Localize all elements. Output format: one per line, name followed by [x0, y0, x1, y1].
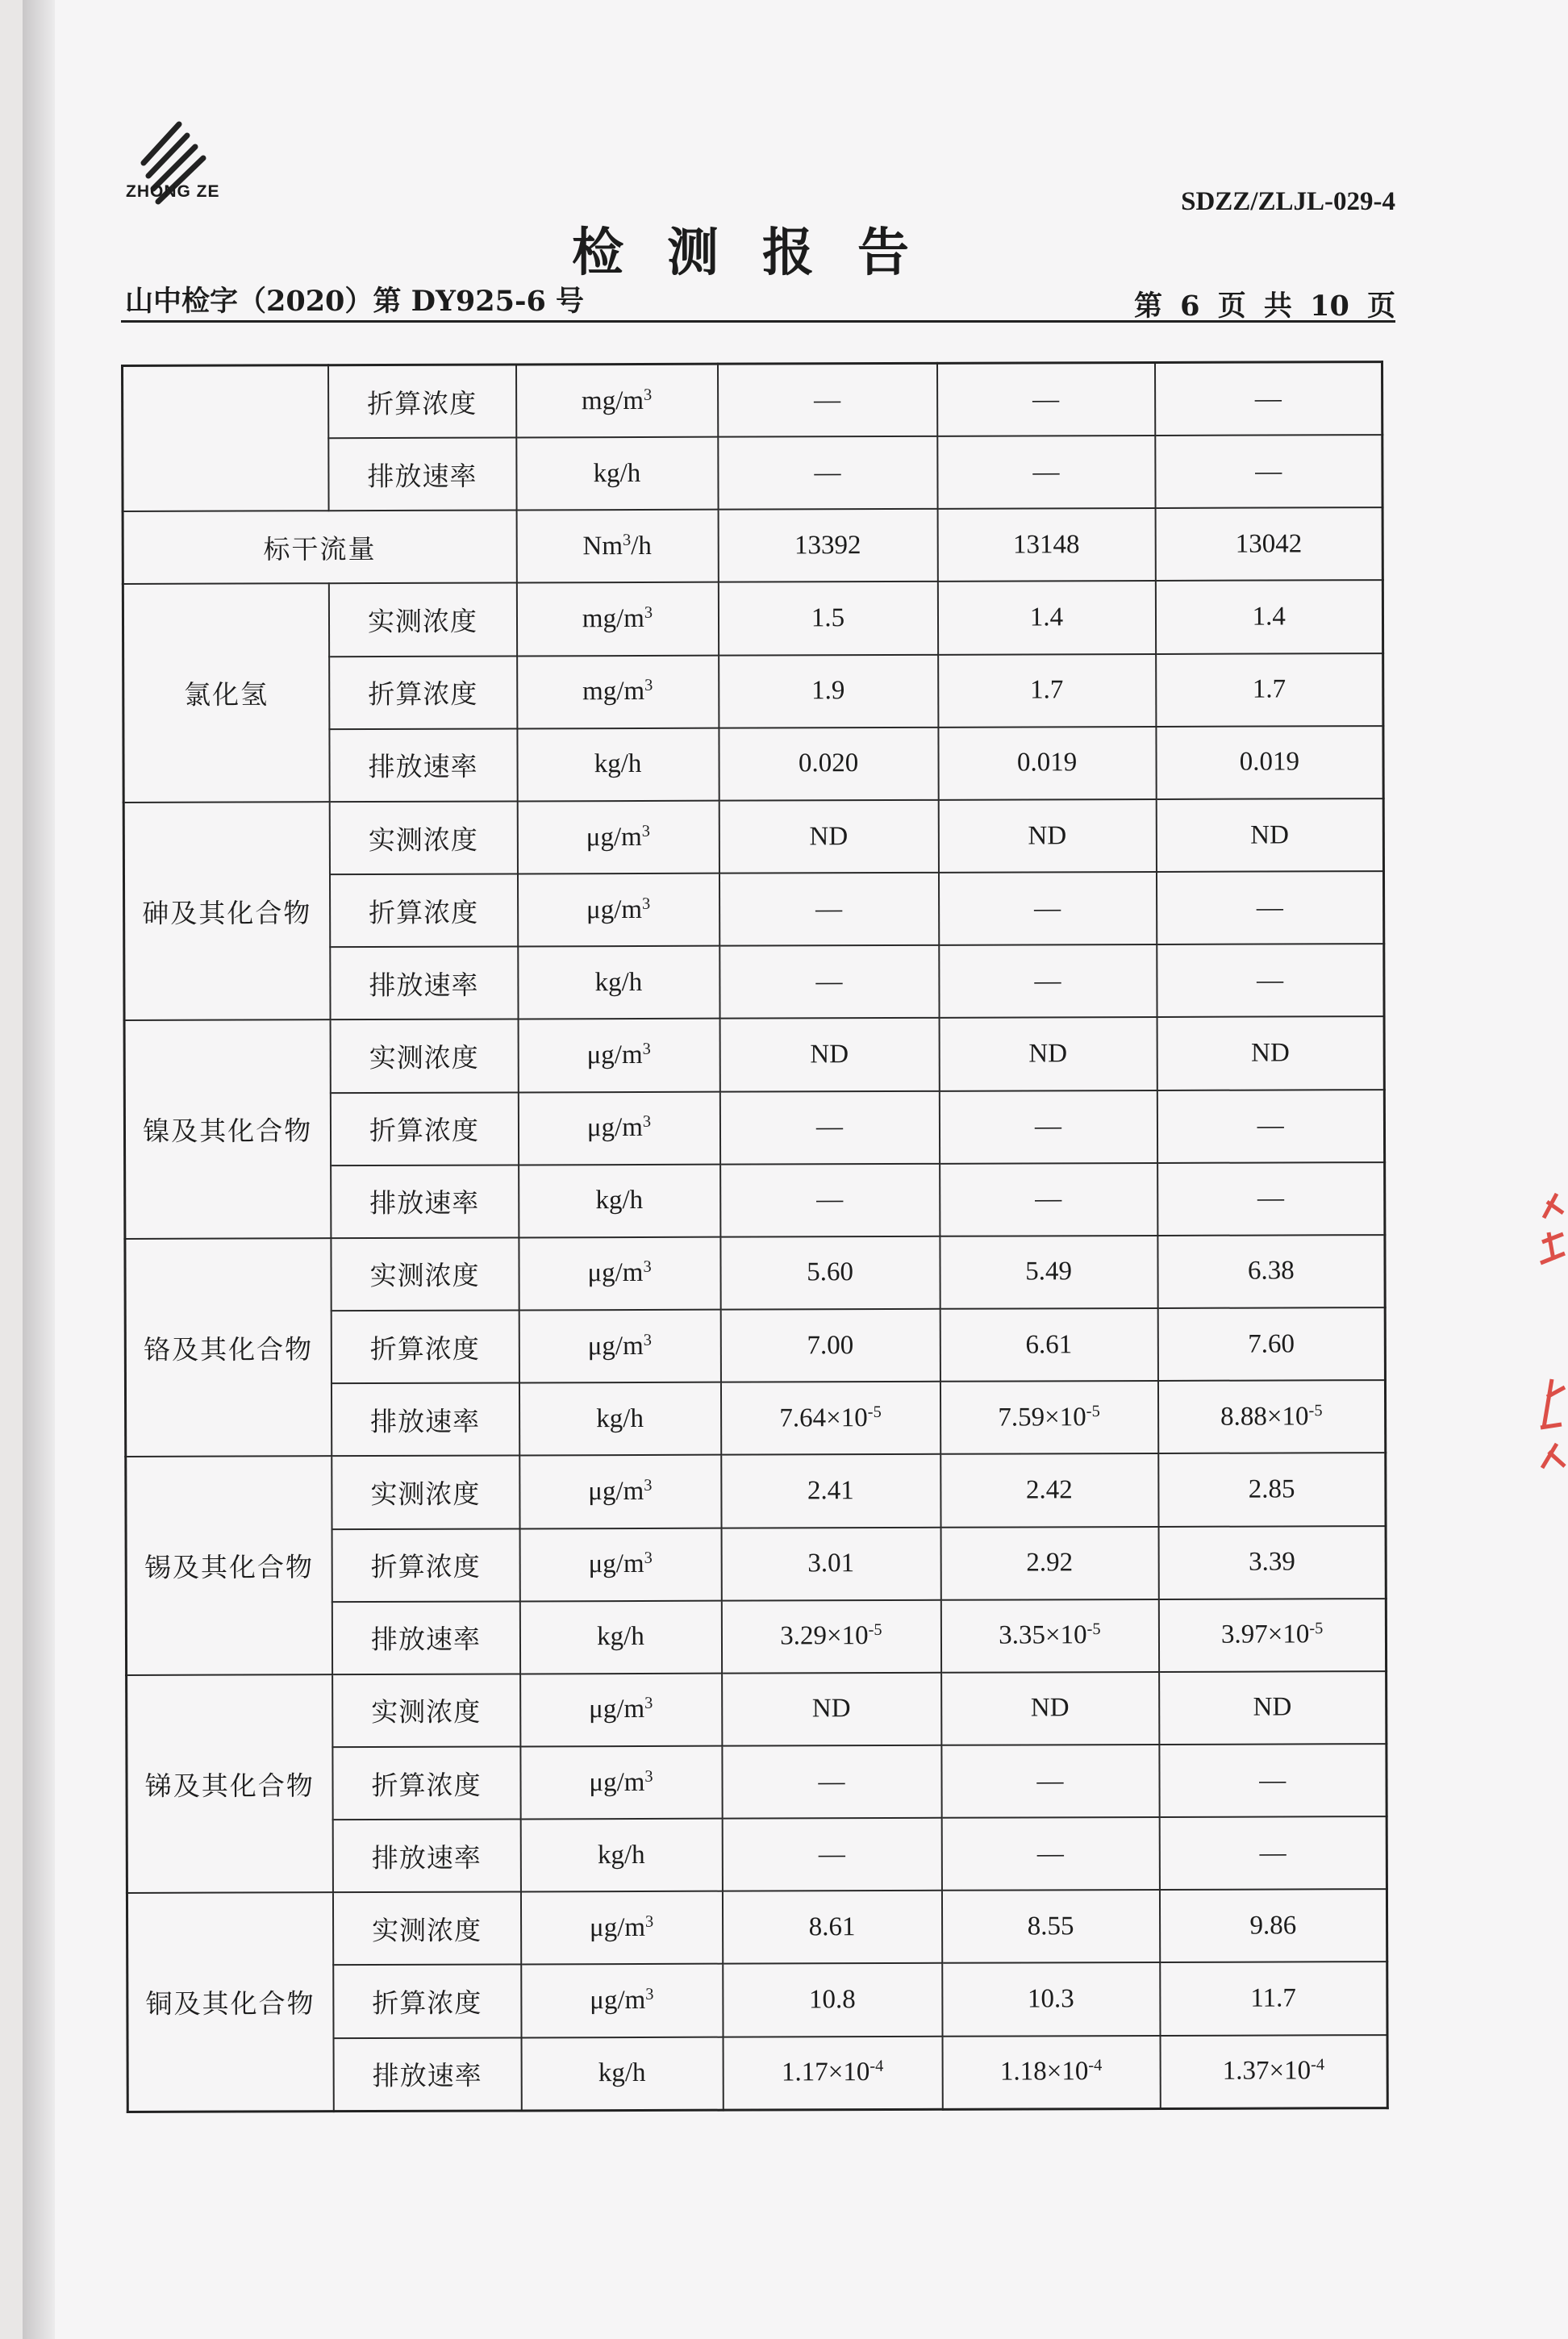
- value-text: —: [818, 1839, 845, 1869]
- table-row: [123, 507, 1382, 584]
- value-cell: [1157, 1090, 1384, 1163]
- value-text: —: [1034, 966, 1061, 996]
- table-row: [125, 1235, 1385, 1311]
- value-text: —: [1257, 1183, 1285, 1213]
- unit-text: Nm: [582, 531, 623, 561]
- value-cell: [1159, 1889, 1387, 1962]
- value-text: 11.7: [1250, 1983, 1296, 2013]
- unit-cell: [517, 655, 719, 728]
- exponent: -5: [1086, 1620, 1101, 1639]
- unit-text: μg/m: [589, 1912, 646, 1943]
- metric-cell: [332, 1892, 520, 1966]
- metric-text: 排放速率: [372, 2059, 482, 2092]
- metric-cell: [333, 1965, 521, 2038]
- value-cell: [1159, 1816, 1387, 1890]
- unit-cell: [519, 1528, 721, 1601]
- value-cell: [941, 1745, 1159, 1818]
- unit-text: kg/h: [597, 1622, 644, 1652]
- value-text: —: [814, 457, 841, 488]
- value-text: 10.8: [808, 1985, 856, 2015]
- value-cell: [1156, 871, 1383, 944]
- value-text: 1.5: [811, 603, 845, 633]
- row-group-label: [125, 1238, 332, 1457]
- value-text: 0.020: [798, 748, 859, 778]
- value-cell: [1157, 1307, 1385, 1381]
- value-cell: [718, 582, 937, 655]
- value-cell: [940, 1308, 1157, 1382]
- value-text: —: [814, 385, 841, 415]
- unit-cell: [520, 1673, 722, 1746]
- unit-superscript: 3: [644, 1695, 653, 1713]
- value-cell: [720, 1382, 940, 1455]
- unit-text: μg/m: [588, 1549, 644, 1579]
- metric-text: 排放速率: [368, 750, 478, 783]
- metric-text: 折算浓度: [369, 1332, 480, 1365]
- metric-text: 折算浓度: [368, 678, 478, 711]
- value-cell: [1157, 1162, 1385, 1236]
- header-divider: [121, 320, 1395, 323]
- page-title: 检测报告: [572, 223, 953, 283]
- value-text: 10.3: [1027, 1984, 1074, 2014]
- value-text: ND: [1028, 1039, 1068, 1069]
- group-text: 标干流量: [263, 532, 377, 565]
- group-text: 砷及其化合物: [142, 896, 312, 929]
- value-text: 13148: [1012, 530, 1080, 560]
- metric-cell: [328, 583, 516, 657]
- value-cell: [1157, 1380, 1385, 1453]
- unit-cell: [517, 728, 719, 801]
- unit-cell: [516, 510, 718, 583]
- row-group-label: [123, 365, 329, 512]
- page-number: 第 6 页 共 10 页: [1134, 290, 1395, 323]
- metric-cell: [332, 1746, 520, 1820]
- metric-text: 实测浓度: [370, 1478, 481, 1510]
- value-cell: [939, 1017, 1157, 1090]
- value-text: 2.42: [1025, 1475, 1073, 1505]
- value-cell: [722, 1673, 941, 1746]
- value-text: —: [1032, 384, 1060, 415]
- exponent: -4: [1311, 2056, 1325, 2074]
- unit-superscript: 3: [642, 1112, 652, 1131]
- unit-text: mg/m: [581, 386, 644, 415]
- value-cell: [940, 1599, 1158, 1673]
- value-text: 3.29×10: [780, 1621, 869, 1651]
- metric-cell: [330, 1019, 518, 1093]
- value-cell: [719, 728, 938, 801]
- value-cell: [941, 1817, 1159, 1891]
- unit-superscript: 3: [642, 1040, 651, 1058]
- metric-cell: [328, 438, 516, 511]
- results-table: [121, 361, 1389, 2113]
- value-text: ND: [1250, 819, 1289, 850]
- metric-text: 排放速率: [370, 1623, 482, 1656]
- value-cell: [938, 872, 1156, 945]
- unit-text: μg/m: [588, 1476, 644, 1507]
- metric-cell: [332, 1820, 520, 1893]
- unit-text: kg/h: [594, 967, 643, 997]
- unit-text: μg/m: [586, 894, 643, 924]
- group-text: 镍及其化合物: [143, 1115, 313, 1148]
- metric-cell: [329, 801, 517, 874]
- metric-text: 折算浓度: [371, 1769, 482, 1801]
- value-text: 2.92: [1026, 1548, 1074, 1578]
- value-cell: [719, 873, 938, 946]
- unit-text: μg/m: [589, 1695, 645, 1724]
- value-cell: [941, 1672, 1159, 1745]
- value-text: 1.37×10: [1222, 2056, 1312, 2087]
- value-text: 3.01: [807, 1549, 855, 1578]
- value-cell: [941, 1890, 1159, 1963]
- unit-superscript: 3: [643, 1331, 652, 1349]
- value-cell: [1158, 1599, 1386, 1672]
- value-text: —: [816, 1185, 844, 1215]
- value-cell: [938, 799, 1156, 873]
- unit-superscript: 3: [641, 894, 651, 913]
- value-cell: [940, 1381, 1157, 1454]
- value-cell: [718, 363, 937, 437]
- value-text: 8.88×10: [1220, 1402, 1309, 1432]
- value-text: 1.7: [1252, 674, 1287, 704]
- unit-text: kg/h: [595, 1186, 644, 1215]
- unit-cell: [518, 1091, 719, 1165]
- metric-cell: [331, 1310, 519, 1383]
- value-cell: [722, 1818, 941, 1891]
- metric-text: 折算浓度: [369, 896, 479, 928]
- value-text: 13392: [794, 531, 861, 561]
- unit-text: kg/h: [593, 458, 641, 488]
- value-cell: [718, 436, 937, 510]
- unit-text: mg/m: [582, 677, 645, 707]
- metric-cell: [332, 1601, 519, 1674]
- value-cell: [939, 944, 1157, 1018]
- value-cell: [1157, 944, 1384, 1017]
- metric-text: 折算浓度: [370, 1550, 481, 1583]
- unit-text: μg/m: [590, 1985, 646, 2016]
- value-text: ND: [809, 821, 849, 851]
- unit-text: μg/m: [587, 1331, 644, 1361]
- metric-cell: [331, 1165, 519, 1238]
- value-text: 6.38: [1247, 1256, 1295, 1286]
- value-cell: [1155, 435, 1382, 508]
- unit-cell: [518, 946, 719, 1019]
- metric-text: 实测浓度: [372, 1914, 482, 1946]
- value-text: 5.49: [1025, 1257, 1072, 1286]
- value-text: —: [1034, 894, 1061, 924]
- value-text: —: [1034, 1111, 1062, 1141]
- value-cell: [1156, 653, 1383, 727]
- value-text: ND: [1251, 1038, 1290, 1068]
- value-text: —: [1255, 457, 1282, 486]
- value-text: 7.64×10: [779, 1403, 868, 1433]
- table-row: [126, 1453, 1386, 1529]
- value-text: —: [1257, 965, 1284, 995]
- unit-superscript: 3: [644, 1912, 654, 1931]
- value-cell: [1156, 798, 1383, 872]
- group-text: 铬及其化合物: [144, 1332, 314, 1365]
- unit-text: μg/m: [586, 1113, 643, 1143]
- unit-cell: [521, 2037, 723, 2111]
- metric-cell: [329, 656, 517, 729]
- value-text: 3.39: [1248, 1547, 1295, 1577]
- unit-cell: [517, 873, 719, 947]
- row-group-label: [127, 1674, 333, 1893]
- unit-text: mg/m: [582, 604, 644, 634]
- unit-superscript: 3: [622, 531, 632, 549]
- value-cell: [938, 727, 1156, 800]
- value-cell: [1158, 1453, 1386, 1526]
- value-cell: [1160, 2035, 1387, 2109]
- unit-text: μg/m: [586, 822, 642, 852]
- unit-cell: [518, 1019, 719, 1092]
- unit-superscript: 3: [643, 1258, 652, 1277]
- metric-cell: [329, 874, 517, 948]
- metric-text: 实测浓度: [371, 1695, 482, 1728]
- value-cell: [937, 508, 1155, 582]
- metric-text: 实测浓度: [369, 1260, 480, 1292]
- value-text: —: [1259, 1838, 1287, 1868]
- metric-text: 实测浓度: [368, 823, 478, 856]
- unit-cell: [520, 1891, 722, 1965]
- value-cell: [1157, 1016, 1384, 1090]
- value-cell: [940, 1163, 1157, 1236]
- metric-cell: [332, 1456, 519, 1529]
- metric-cell: [328, 365, 516, 438]
- metric-cell: [331, 1383, 519, 1457]
- metric-text: 排放速率: [369, 1186, 480, 1220]
- value-text: —: [1257, 1111, 1284, 1140]
- value-text: —: [1035, 1184, 1062, 1214]
- row-group-label: [124, 1020, 331, 1239]
- value-cell: [721, 1527, 940, 1600]
- value-text: 7.00: [807, 1330, 854, 1360]
- value-cell: [1154, 362, 1382, 436]
- group-text: 氯化氢: [183, 678, 269, 711]
- metric-text: 排放速率: [367, 460, 477, 492]
- value-text: 1.18×10: [999, 2057, 1089, 2087]
- value-cell: [940, 1236, 1157, 1309]
- table-row: [124, 1016, 1384, 1093]
- metric-cell: [332, 1528, 519, 1602]
- metric-text: 排放速率: [370, 1405, 481, 1437]
- value-cell: [722, 1891, 941, 1964]
- group-text: 铜及其化合物: [145, 1987, 315, 2020]
- unit-text: kg/h: [598, 2058, 646, 2088]
- value-text: —: [1256, 893, 1283, 923]
- value-text: —: [1032, 457, 1060, 487]
- unit-text: μg/m: [586, 1040, 643, 1070]
- value-text: 0.019: [1016, 748, 1078, 778]
- value-text: 7.59×10: [998, 1403, 1086, 1432]
- row-group-label: [123, 802, 330, 1020]
- row-group-label: [127, 1892, 333, 2112]
- value-cell: [721, 1454, 940, 1528]
- group-text: 锑及其化合物: [144, 1769, 315, 1802]
- metric-cell: [333, 2037, 521, 2112]
- value-cell: [718, 509, 937, 582]
- unit-superscript: 3: [644, 676, 653, 694]
- unit-cell: [517, 801, 719, 874]
- value-text: 1.9: [811, 676, 845, 706]
- metric-cell: [331, 1237, 519, 1311]
- value-cell: [719, 800, 938, 873]
- unit-cell: [520, 1746, 722, 1820]
- unit-cell: [519, 1382, 720, 1456]
- value-cell: [720, 1236, 940, 1310]
- exponent: -5: [1309, 1620, 1324, 1638]
- value-cell: [723, 1963, 942, 2037]
- value-cell: [942, 1962, 1160, 2036]
- value-cell: [937, 581, 1155, 654]
- value-cell: [722, 1745, 941, 1819]
- value-text: ND: [1028, 820, 1067, 850]
- unit-superscript: 3: [644, 603, 653, 622]
- value-cell: [719, 1018, 939, 1091]
- metric-text: 排放速率: [369, 969, 479, 1001]
- table-row: [127, 1889, 1387, 1966]
- metric-cell: [330, 947, 518, 1020]
- unit-text: μg/m: [587, 1258, 644, 1288]
- value-cell: [723, 2036, 942, 2110]
- row-group-label: [123, 511, 516, 585]
- value-cell: [1159, 1671, 1387, 1745]
- value-text: 3.35×10: [999, 1620, 1087, 1650]
- value-text: —: [1254, 384, 1282, 414]
- value-cell: [938, 654, 1156, 728]
- value-text: 1.17×10: [781, 2058, 870, 2087]
- red-seal-fragment: [1533, 1186, 1568, 1476]
- value-cell: [940, 1453, 1158, 1527]
- unit-superscript: 3: [644, 1476, 653, 1495]
- value-cell: [939, 1090, 1157, 1164]
- unit-cell: [519, 1455, 721, 1528]
- exponent: -5: [1086, 1402, 1100, 1420]
- value-cell: [720, 1309, 940, 1382]
- metric-text: 折算浓度: [369, 1114, 480, 1147]
- value-text: —: [1259, 1766, 1287, 1795]
- unit-superscript: 3: [645, 1985, 654, 2003]
- group-text: 锡及其化合物: [144, 1551, 314, 1583]
- exponent: -4: [1088, 2057, 1103, 2075]
- metric-text: 折算浓度: [372, 1987, 482, 2020]
- metric-cell: [329, 728, 517, 802]
- unit-superscript: 3: [643, 386, 653, 404]
- unit-tail: /h: [631, 531, 652, 561]
- unit-cell: [519, 1237, 720, 1311]
- value-text: 0.019: [1239, 747, 1299, 778]
- metric-text: 实测浓度: [369, 1041, 479, 1074]
- value-cell: [719, 654, 938, 728]
- exponent: -5: [867, 1403, 882, 1421]
- value-text: 6.61: [1025, 1329, 1073, 1360]
- value-cell: [721, 1599, 940, 1673]
- metric-text: 实测浓度: [367, 605, 478, 638]
- value-text: 8.55: [1027, 1912, 1074, 1941]
- metric-cell: [332, 1674, 520, 1747]
- value-text: 3.97×10: [1220, 1620, 1310, 1649]
- value-text: —: [1036, 1839, 1064, 1869]
- unit-text: kg/h: [594, 749, 642, 779]
- table-row: [123, 581, 1382, 657]
- value-cell: [1157, 1235, 1385, 1308]
- unit-cell: [516, 364, 718, 437]
- unit-cell: [520, 1819, 722, 1892]
- metric-cell: [330, 1092, 518, 1165]
- metric-text: 折算浓度: [367, 387, 477, 419]
- value-text: 5.60: [807, 1257, 853, 1287]
- value-text: 1.4: [1252, 602, 1286, 632]
- exponent: -5: [1308, 1401, 1323, 1420]
- value-cell: [1155, 507, 1382, 581]
- unit-cell: [519, 1310, 720, 1383]
- value-cell: [937, 436, 1155, 509]
- exponent: -4: [869, 2058, 884, 2076]
- row-group-label: [123, 584, 329, 803]
- unit-superscript: 3: [641, 822, 650, 840]
- value-text: 13042: [1235, 529, 1303, 559]
- value-cell: [1158, 1526, 1386, 1599]
- unit-cell: [519, 1600, 721, 1674]
- value-cell: [940, 1526, 1158, 1599]
- value-text: —: [815, 894, 843, 924]
- value-cell: [719, 1090, 939, 1164]
- value-text: 2.41: [807, 1476, 854, 1506]
- document-code: SDZZ/ZLJL-029-4: [1181, 187, 1395, 216]
- metric-text: 排放速率: [371, 1841, 482, 1874]
- value-cell: [936, 362, 1154, 436]
- exponent: -5: [868, 1621, 882, 1640]
- value-text: 1.4: [1029, 602, 1064, 632]
- unit-superscript: 3: [644, 1767, 653, 1786]
- value-text: —: [1036, 1766, 1064, 1795]
- unit-superscript: 3: [644, 1549, 653, 1567]
- report-number: 山中检字（2020）第 DY925-6 号: [125, 285, 585, 318]
- value-text: —: [815, 967, 843, 997]
- value-text: ND: [810, 1040, 849, 1069]
- value-cell: [942, 2036, 1160, 2110]
- value-cell: [1160, 1962, 1387, 2036]
- value-cell: [719, 945, 939, 1019]
- table-row: [123, 798, 1383, 875]
- value-cell: [1155, 581, 1382, 654]
- row-group-label: [126, 1457, 332, 1675]
- value-text: —: [815, 1112, 844, 1142]
- binding-shadow: [23, 0, 55, 2339]
- unit-cell: [521, 1964, 723, 2037]
- value-cell: [720, 1164, 940, 1237]
- value-text: 8.61: [808, 1912, 856, 1942]
- table-row: [123, 362, 1382, 440]
- value-text: 2.85: [1248, 1474, 1295, 1504]
- value-cell: [1159, 1744, 1387, 1817]
- value-text: 7.60: [1248, 1329, 1295, 1359]
- unit-text: kg/h: [597, 1840, 645, 1870]
- unit-cell: [516, 582, 718, 656]
- unit-cell: [516, 437, 718, 511]
- value-cell: [1156, 726, 1383, 799]
- unit-cell: [519, 1164, 720, 1237]
- unit-text: kg/h: [596, 1403, 644, 1433]
- unit-text: μg/m: [589, 1767, 645, 1797]
- value-text: —: [818, 1766, 845, 1796]
- value-text: ND: [811, 1694, 851, 1724]
- value-text: ND: [1030, 1693, 1070, 1723]
- value-text: 9.86: [1249, 1911, 1297, 1941]
- value-text: 1.7: [1030, 675, 1064, 705]
- table-row: [127, 1671, 1387, 1748]
- value-text: ND: [1253, 1692, 1292, 1722]
- logo-text: ZHONG ZE: [126, 182, 220, 201]
